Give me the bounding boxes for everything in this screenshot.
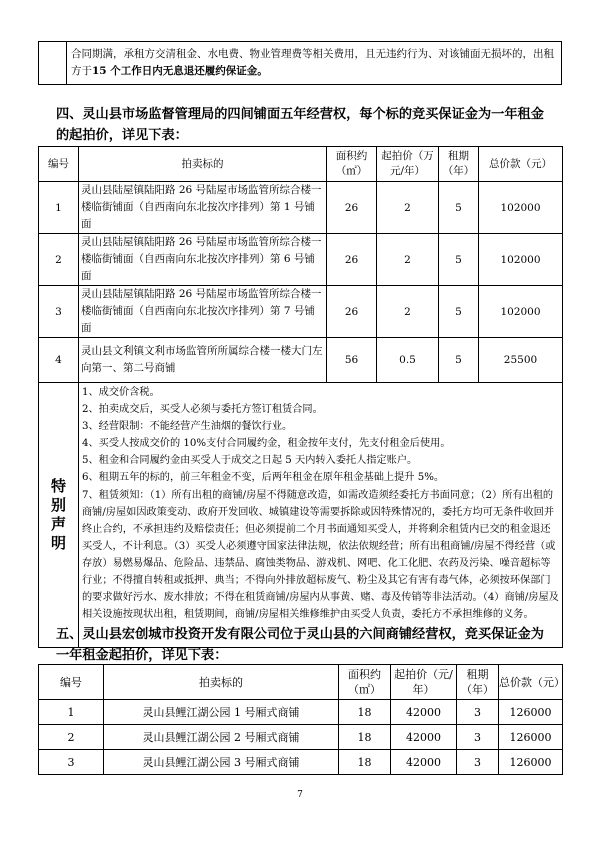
special-note-item: 5、租金和合同履约金由买受人于成交之日起 5 天内转入委托人指定账户。 [82, 455, 418, 467]
table-row [39, 234, 563, 286]
table-row [39, 725, 563, 750]
cell-item: 灵山县陆屋镇陆阳路 26 号陆屋市场监管所综合楼一楼临街铺面（自西南向东北按次序排列）第 1 号铺面 [79, 182, 327, 234]
carry-over-bold: 15 个工作日内无息退还履约保证金。 [92, 65, 268, 77]
cell-price: 2 [377, 182, 439, 234]
cell-total: 102000 [479, 182, 563, 234]
carry-over-row [39, 42, 562, 85]
cell-total: 126000 [499, 700, 563, 725]
special-note-item: 7、租赁须知：（1）所有出租的商铺/房屋不得随意改造，如需改造须经委托方书面同意；（2）所有出租的商铺/房屋如因政策变动、政府开发回收、城镇建设等需要拆除或因特殊情况的，委托方均可无条件收回并终止合约，不承担违约及赔偿责任；但必须提前二个月书面通知买受人，并将剩余租赁内已交的租金退还买受人，不计利息。（3）买受人必须遵守国家法律法规，依法依规经营；所有出租商铺/房屋不得经营（或存放）易燃易爆品、危险品、违禁品、腐蚀类物品、游戏机、网吧、化工化肥、农药及污染、噪音超标等行业；不得擅自转租或抵押、典当；不得向外排放超标废气、粉尘及其它有害有毒气体，必须按环保部门的要求做好污水、废水排放；不得在租赁商铺/房屋内从事黄、赌、毒及传销等非法活动。（4）商铺/房屋及相关设施按现状出租，租赁期间，商铺/房屋相关维修维护由买受人负责，委托方不承担维修的义务。 [82, 489, 559, 621]
special-note-item: 2、拍卖成交后，买受人必须与委托方签订租赁合同。 [82, 404, 323, 416]
cell-area: 18 [339, 750, 391, 775]
cell-total: 102000 [479, 286, 563, 338]
col-header-price: 起拍价（万元/年） [377, 147, 439, 182]
table-row [39, 338, 563, 383]
section4-table [38, 146, 563, 648]
col-header-no: 编号 [39, 665, 104, 700]
cell-area: 26 [327, 234, 377, 286]
cell-price: 42000 [391, 750, 457, 775]
cell-price: 42000 [391, 725, 457, 750]
col-header-total: 总价款（元） [499, 665, 563, 700]
section4-heading: 四、灵山县市场监督管理局的四间铺面五年经营权，每个标的竞买保证金为一年租金的起拍价，详见下表： [56, 107, 544, 143]
cell-item: 灵山县陆屋镇陆阳路 26 号陆屋市场监管所综合楼一楼临街铺面（自西南向东北按次序排列）第 6 号铺面 [79, 234, 327, 286]
col-header-item: 拍卖标的 [79, 147, 327, 182]
col-header-price: 起拍价（元/年） [391, 665, 457, 700]
cell-no: 1 [39, 182, 79, 234]
special-note-item: 4、买受人按成交价的 10%支付合同履约金，租金按年支付，先支付租金后使用。 [82, 438, 451, 450]
carry-over-text [67, 42, 562, 85]
cell-term: 3 [457, 725, 499, 750]
special-notes-row [39, 383, 563, 648]
special-note-item: 1、成交价含税。 [82, 387, 160, 398]
carry-over-normal: 合同期满，承租方交清租金、水电费、物业管理费等相关费用，且无违约行为、对该铺面无损坏的，出租方于 [71, 48, 554, 77]
cell-term: 5 [439, 286, 479, 338]
col-header-term: 租期（年） [457, 665, 499, 700]
cell-total: 126000 [499, 750, 563, 775]
table-row [39, 182, 563, 234]
cell-no: 4 [39, 338, 79, 383]
cell-area: 56 [327, 338, 377, 383]
cell-term: 3 [457, 750, 499, 775]
carry-over-empty-cell [39, 42, 67, 85]
cell-no: 2 [39, 234, 79, 286]
cell-total: 102000 [479, 234, 563, 286]
cell-no: 3 [39, 286, 79, 338]
cell-item: 灵山县文利镇文利市场监管所所属综合楼一楼大门左向第一、第二号商铺 [79, 338, 327, 383]
section5-heading: 五、灵山县宏创城市投资开发有限公司位于灵山县的六间商铺经营权，竞买保证金为一年租金起拍价，详见下表： [56, 627, 544, 663]
col-header-item: 拍卖标的 [104, 665, 339, 700]
cell-price: 2 [377, 234, 439, 286]
cell-item: 灵山县鲤江湖公园 1 号厢式商铺 [104, 700, 339, 725]
cell-price: 0.5 [377, 338, 439, 383]
special-notes-label [39, 383, 79, 648]
section5-header-row [39, 665, 563, 700]
cell-area: 18 [339, 725, 391, 750]
cell-item: 灵山县陆屋镇陆阳路 26 号陆屋市场监管所综合楼一楼临街铺面（自西南向东北按次序排列）第 7 号铺面 [79, 286, 327, 338]
table-row [39, 750, 563, 775]
cell-term: 5 [439, 182, 479, 234]
cell-total: 25500 [479, 338, 563, 383]
page-number: 7 [297, 790, 303, 800]
special-note-item: 6、租期五年的标的，前三年租金不变，后两年租金在原年租金基础上提升 5%。 [82, 472, 445, 484]
cell-term: 5 [439, 234, 479, 286]
cell-item: 灵山县鲤江湖公园 2 号厢式商铺 [104, 725, 339, 750]
special-note-item: 3、经营限制：不能经营产生油烟的餐饮行业。 [82, 421, 293, 433]
cell-no: 3 [39, 750, 104, 775]
cell-area: 26 [327, 286, 377, 338]
cell-area: 26 [327, 182, 377, 234]
cell-price: 42000 [391, 700, 457, 725]
table-row [39, 700, 563, 725]
section4-header-row [39, 147, 563, 182]
col-header-area: 面积约（㎡） [339, 665, 391, 700]
section5-table [38, 664, 563, 775]
cell-no: 1 [39, 700, 104, 725]
col-header-term: 租期（年） [439, 147, 479, 182]
col-header-no: 编号 [39, 147, 79, 182]
col-header-total: 总价款（元） [479, 147, 563, 182]
cell-term: 5 [439, 338, 479, 383]
cell-price: 2 [377, 286, 439, 338]
cell-area: 18 [339, 700, 391, 725]
cell-term: 3 [457, 700, 499, 725]
cell-total: 126000 [499, 725, 563, 750]
table-row [39, 286, 563, 338]
cell-item: 灵山县鲤江湖公园 3 号厢式商铺 [104, 750, 339, 775]
special-notes-label-text: 特别声明 [50, 477, 66, 552]
cell-no: 2 [39, 725, 104, 750]
col-header-area: 面积约（㎡） [327, 147, 377, 182]
carry-over-table [38, 41, 562, 85]
special-notes-content [79, 383, 563, 648]
